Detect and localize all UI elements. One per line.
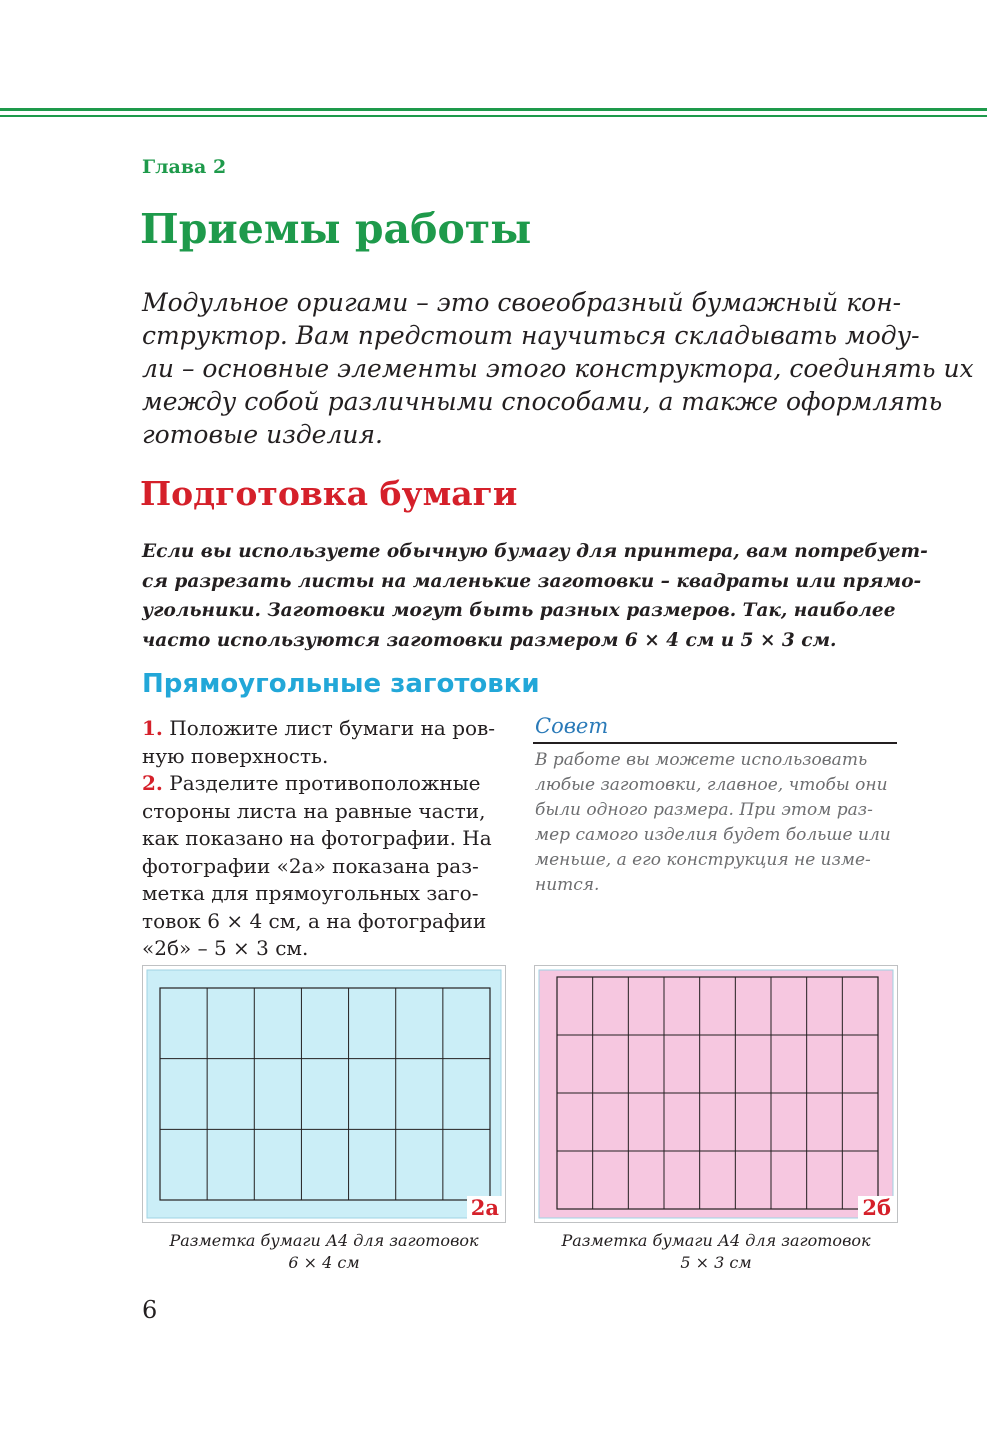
photo-label-2a: 2а [467,1196,503,1220]
caption-line: 5 × 3 см [680,1253,752,1272]
paper-sheet [539,970,893,1218]
intro-line: структор. Вам предстоит научиться складывать моду- [142,321,920,350]
section-lead [142,537,928,655]
top-rule [0,108,987,111]
section-heading: Подготовка бумаги [140,474,518,513]
caption-2a [142,1230,506,1274]
step-text: Разделите противоположные [169,771,481,795]
photo-label-2b: 2б [858,1196,895,1220]
intro-line: Модульное оригами – это своеобразный бумажный кон- [142,288,902,317]
step-number: 2. [142,771,163,795]
steps-list [142,715,512,963]
intro-line: между собой различными способами, а также оформлять [142,387,943,416]
page-title: Приемы работы [140,205,532,253]
tip-line: любые заготовки, главное, чтобы они [535,775,888,795]
tip-body [535,748,905,898]
lead-line: Если вы используете обычную бумагу для принтера, вам потребует- [142,541,928,562]
intro-line: готовые изделия. [142,420,383,449]
tip-line: нится. [535,875,600,895]
subsection-heading: Прямоугольные заготовки [142,669,540,699]
step-text-line: как показано на фотографии. На [142,826,492,850]
tip-line: мер самого изделия будет больше или [535,825,891,845]
tip-line: были одного размера. При этом раз- [535,800,873,820]
tip-line: меньше, а его конструкция не изме- [535,850,871,870]
photo-2a [142,965,506,1223]
caption-line: Разметка бумаги А4 для заготовок [561,1231,871,1250]
caption-2b [534,1230,898,1274]
tip-line: В работе вы можете использовать [535,750,868,770]
tip-divider [533,742,897,744]
tip-title: Совет [535,714,609,738]
lead-line: угольники. Заготовки могут быть разных размеров. Так, наиболее [142,600,896,621]
caption-line: 6 × 4 см [288,1253,360,1272]
grid-sheet-2a [143,966,505,1222]
lead-line: часто используются заготовки размером 6 × 4 см и 5 × 3 см. [142,629,837,651]
step-text-line: товок 6 × 4 см, а на фотографии [142,908,487,933]
step-text-line: ную поверхность. [142,743,329,768]
step-text-line: метка для прямоугольных заго- [142,881,479,905]
intro-paragraph [142,286,974,451]
step-2 [142,770,512,798]
grid-sheet-2b [535,966,897,1222]
step-number: 1. [142,716,163,740]
step-text: Положите лист бумаги на ров- [169,716,496,740]
lead-line: ся разрезать листы на маленькие заготовки – квадраты или прямо- [142,570,922,592]
page-number: 6 [142,1296,158,1324]
top-rule-thin [0,115,987,117]
chapter-label: Глава 2 [142,156,227,178]
paper-sheet [147,970,501,1218]
step-text-line: фотографии «2а» показана раз- [142,853,479,878]
step-text-line: «2б» – 5 × 3 см. [142,936,309,960]
step-1 [142,715,512,743]
caption-line: Разметка бумаги А4 для заготовок [169,1231,479,1250]
intro-line: ли – основные элементы этого конструктора, соединять их [142,354,974,383]
photo-2b [534,965,898,1223]
step-text-line: стороны листа на равные части, [142,798,486,823]
